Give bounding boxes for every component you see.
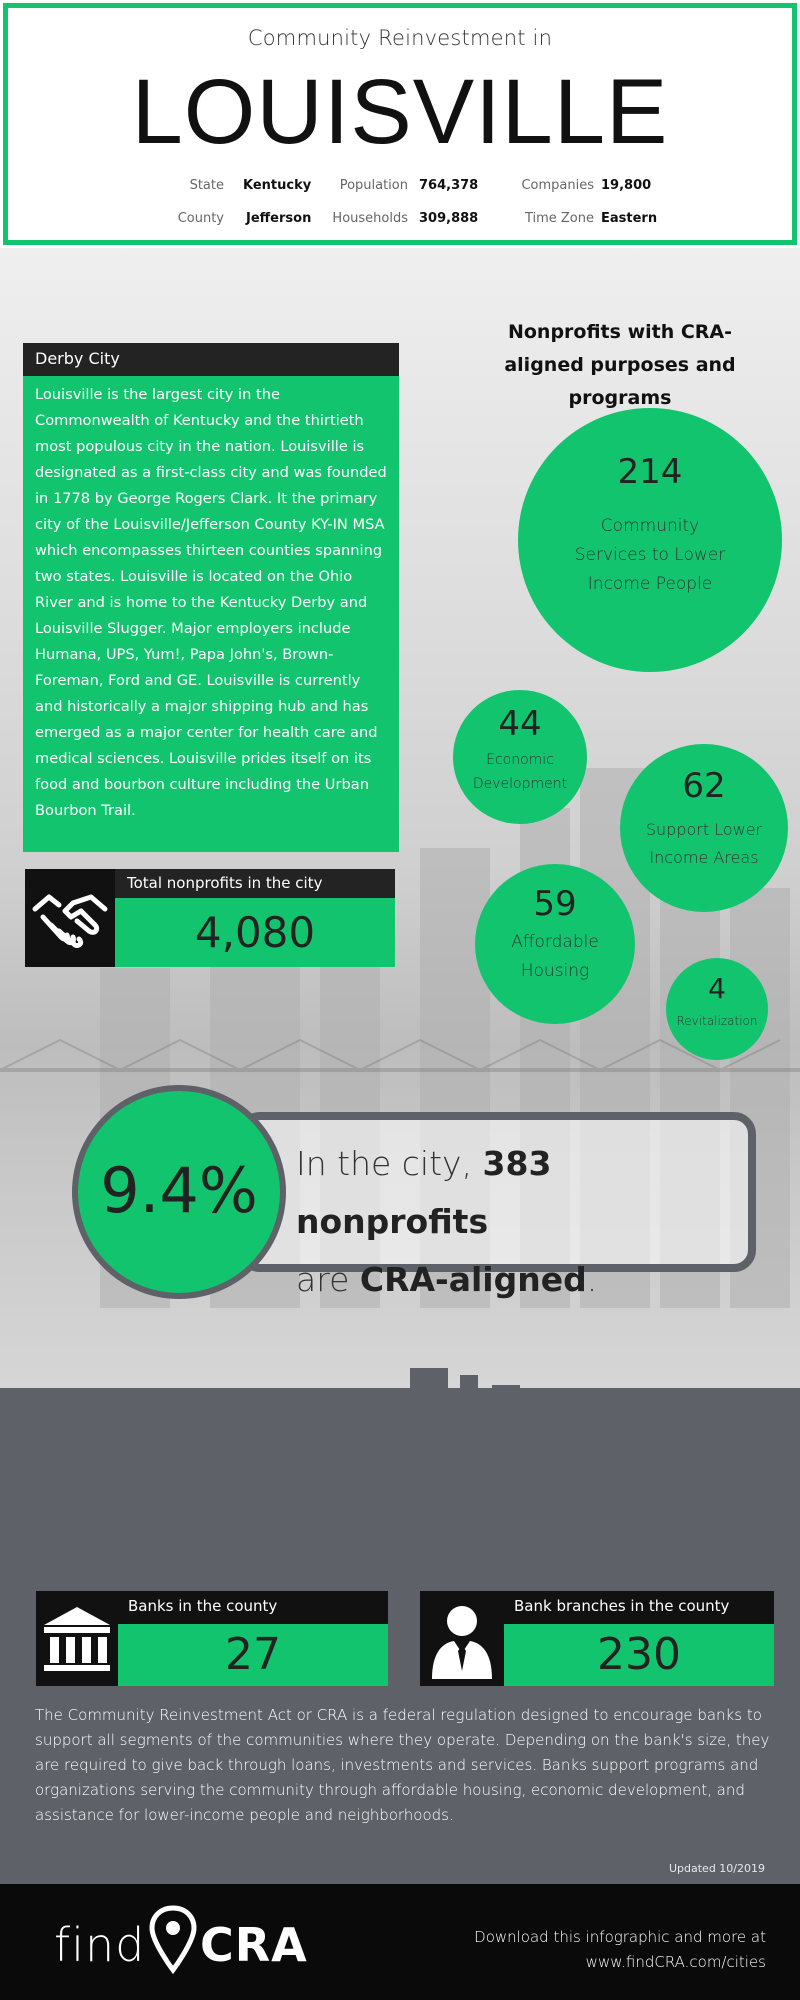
download-line: Download this infographic and more at — [474, 1928, 766, 1946]
circle-value: 44 — [498, 704, 542, 744]
households-label: Households — [332, 211, 408, 226]
callout-text-part: In the city, — [296, 1144, 483, 1183]
circle-value: 214 — [617, 452, 683, 492]
circle-label: Affordable Housing — [511, 932, 599, 981]
callout-nonprofits-count: 383 nonprofits — [296, 1144, 552, 1241]
download-link[interactable]: www.findCRA.com/cities — [585, 1953, 766, 1971]
circle-affordable-housing — [475, 864, 635, 1024]
population-value: 764,378 — [419, 178, 479, 193]
location-pin-icon — [148, 1904, 198, 1984]
timezone-label: Time Zone — [524, 211, 594, 226]
state-label: State — [189, 178, 224, 193]
person-icon — [420, 1591, 504, 1686]
handshake-icon — [25, 869, 115, 967]
county-label: County — [177, 211, 224, 226]
banks-label: Banks in the county — [118, 1591, 388, 1624]
callout-cra-aligned: CRA-aligned — [359, 1260, 587, 1299]
cra-aligned-percent: 9.4% — [72, 1085, 286, 1299]
branches-value: 230 — [504, 1624, 774, 1686]
derby-city-heading: Derby City — [23, 343, 399, 376]
updated-date: Updated 10/2019 — [668, 1862, 765, 1875]
logo-cra-text: CRA — [200, 1918, 308, 1972]
circle-value: 4 — [708, 972, 726, 1005]
circle-value: 62 — [682, 766, 726, 806]
total-nonprofits-value: 4,080 — [115, 898, 395, 967]
circle-label: Support Lower Income Areas — [645, 820, 763, 867]
circle-revitalization — [666, 958, 768, 1060]
page-subtitle: Community Reinvestment in — [247, 26, 553, 50]
companies-label: Companies — [521, 178, 594, 193]
download-text — [440, 1925, 766, 1975]
callout-text-part: are — [296, 1260, 360, 1299]
circle-community-services — [518, 408, 782, 672]
skyline-silhouette — [0, 1360, 800, 1560]
circle-label: Economic Development — [472, 752, 568, 792]
derby-city-description: Louisville is the largest city in the Commonwealth of Kentucky and the thirtieth most populous city in the nation. Louisville is designated as a first-class city and was founded in 1778 by George Rogers Clark. It the primary city of the Louisville/Jefferson County KY-IN MSA which encompasses thirteen counties spanning two states. Louisville is located on the Ohio River and is home to the Kentucky Derby and Louisville Slugger. Major employers include Humana, UPS, Yum!, Papa John's, Brown-Foreman, Ford and GE. Louisville is currently and historically a major shipping hub and has emerged as a major center for health care and medical sciences. Louisville prides itself on its food and bourbon culture including the Urban Bourbon Trail. — [23, 376, 399, 852]
cra-description: The Community Reinvestment Act or CRA is a federal regulation designed to encourage banks to support all segments of the communities where they operate. Depending on the bank's size, they are required to give back through loans, investments and services. Banks support programs and organizations serving the community through affordable housing, economic development, and assistance for lower-income people and neighborhoods. — [35, 1706, 770, 1824]
population-label: Population — [339, 178, 408, 193]
circle-label: Revitalization — [676, 1014, 758, 1028]
circle-value: 59 — [533, 884, 577, 924]
callout-text-part: . — [586, 1260, 598, 1299]
banks-value: 27 — [118, 1624, 388, 1686]
total-nonprofits-label: Total nonprofits in the city — [115, 869, 395, 898]
state-value: Kentucky — [243, 178, 312, 193]
city-facts — [0, 176, 800, 236]
page-title: LOUISVILLE — [131, 61, 669, 163]
companies-value: 19,800 — [601, 178, 652, 193]
callout-text — [296, 1135, 746, 1309]
bank-building-icon — [36, 1591, 118, 1686]
branches-label: Bank branches in the county — [504, 1591, 774, 1624]
logo-find-text: find — [54, 1918, 146, 1972]
timezone-value: Eastern — [601, 211, 658, 226]
header — [0, 0, 800, 248]
circle-economic-development — [453, 690, 587, 824]
circle-support-lower-income — [620, 744, 788, 912]
county-value: Jefferson — [246, 211, 312, 226]
circle-label: Community Services to Lower Income People — [574, 516, 726, 594]
nonprofits-heading: Nonprofits with CRA-aligned purposes and programs — [504, 321, 736, 409]
households-value: 309,888 — [419, 211, 479, 226]
